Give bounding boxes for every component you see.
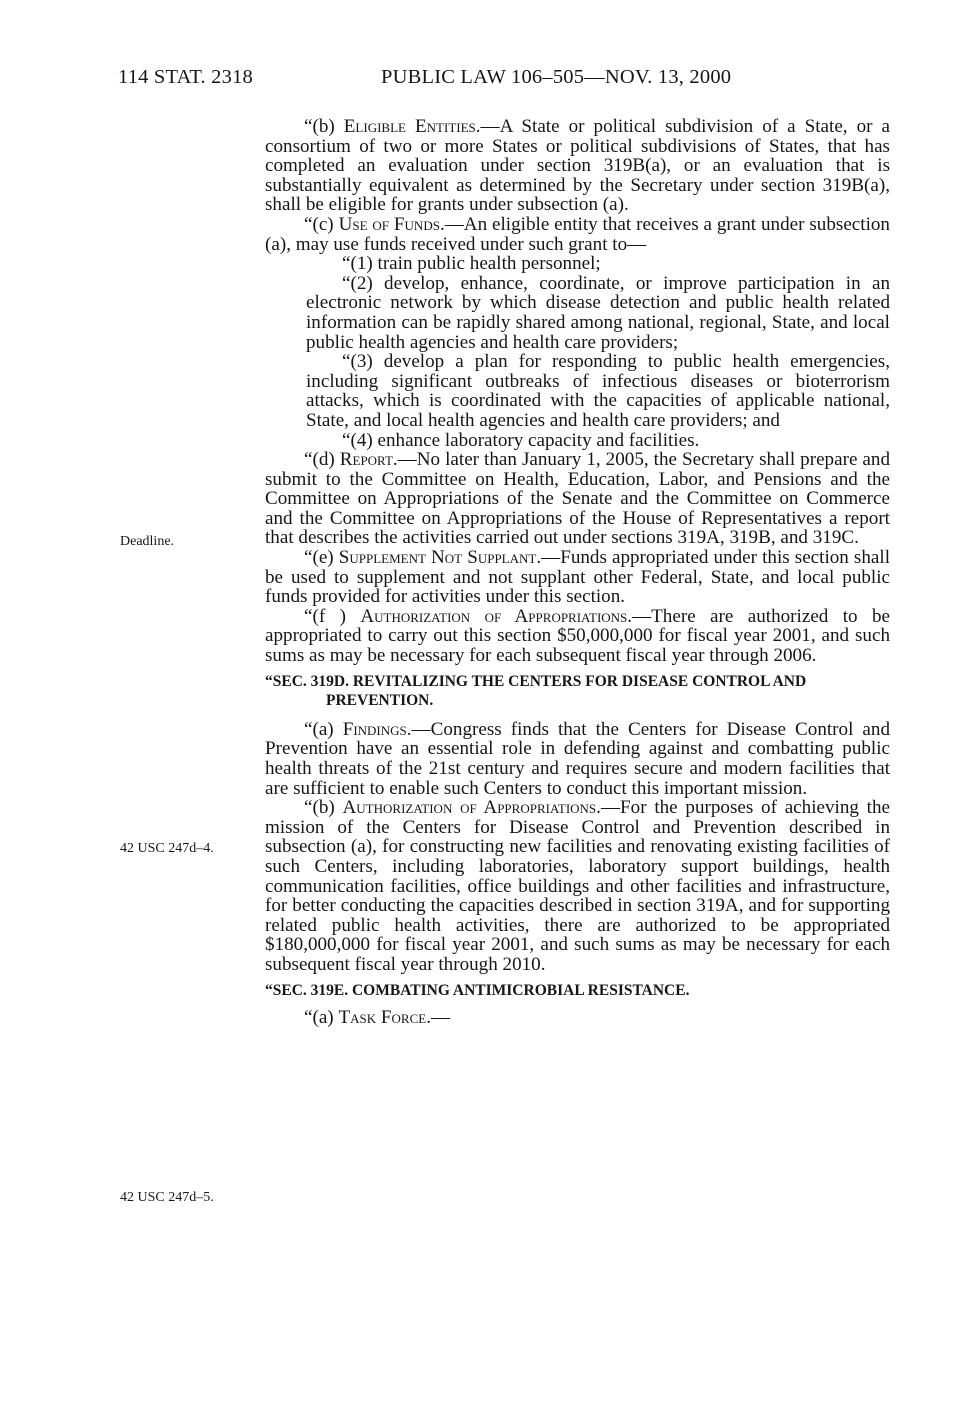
body-text-column: [265, 117, 890, 1028]
subsection-d-report: “(d) Report.—No later than January 1, 2005, the Secretary shall prepare and submit to the Committee on Health, Education, Labor, and Pensions and the Committee on Appropriations of the Senate and the Committee on Commerce and the Committee on Appropriations of the House of Representatives a report that describes the activities carried out under sections 319A, 319B, and 319C.: [265, 449, 891, 549]
subsection-f-authorization: “(f ) Authorization of Appropriations.—There are authorized to be appropriated to carry out this section $50,000,000 for fiscal year 2001, and such sums as may be necessary for each subsequent fiscal year through 2006.: [265, 605, 890, 667]
section-319e-subsection-a-task-force: “(a) Task Force.—: [304, 1007, 451, 1029]
margin-note-deadline: Deadline.: [120, 534, 175, 549]
section-319d-heading-continued: PREVENTION.: [326, 692, 434, 710]
subsection-b-eligible-entities: “(b) Eligible Entities.—A State or political subdivision of a State, or a consortium of two or more States or political subdivisions of States, that has completed an evaluation under section 319B(a), or an evaluation that is substantially equivalent as determined by the Secretary under section 319B(a), shall be eligible for grants under subsection (a).: [265, 116, 890, 216]
subsection-c-use-of-funds: “(c) Use of Funds.—An eligible entity that receives a grant under subsection (a), may use funds received under such grant to—: [265, 213, 890, 255]
margin-note-usc-247d-4: 42 USC 247d–4.: [120, 841, 214, 856]
section-319e-heading: “SEC. 319E. COMBATING ANTIMICROBIAL RESISTANCE.: [265, 981, 690, 999]
margin-note-usc-247d-5: 42 USC 247d–5.: [120, 1190, 214, 1205]
section-319d-heading: “SEC. 319D. REVITALIZING THE CENTERS FOR DISEASE CONTROL AND: [265, 672, 807, 690]
page-stat-reference: 114 STAT. 2318: [118, 66, 253, 88]
paragraph-1: “(1) train public health personnel;: [342, 253, 601, 275]
public-law-header: PUBLIC LAW 106–505—NOV. 13, 2000: [381, 66, 732, 88]
paragraph-4: “(4) enhance laboratory capacity and facilities.: [342, 429, 700, 451]
paragraph-2: “(2) develop, enhance, coordinate, or improve participation in an electronic network by which disease detection and public health related information can be rapidly shared among national, regional, State, and local public health agencies and health care providers;: [306, 272, 890, 353]
paragraph-3: “(3) develop a plan for responding to public health emergencies, including significant outbreaks of infectious diseases or bioterrorism attacks, which is coordinated with the capacities of applicable national, State, and local health agencies and health care providers; and: [306, 351, 890, 431]
subsection-e-supplement-not-supplant: “(e) Supplement Not Supplant.—Funds appropriated under this section shall be used to supplement and not supplant other Federal, State, and local public funds provided for activities under this section.: [265, 547, 890, 608]
section-319d-subsection-b-authorization: “(b) Authorization of Appropriations.—For the purposes of achieving the mission of the Centers for Disease Control and Prevention described in subsection (a), for constructing new facilities and renovating existing facilities of such Centers, including laboratories, laboratory support buildings, health communication facilities, office buildings and other facilities and infrastructure, for better conducting the capacities described in section 319A, and for supporting related public health activities, there are authorized to be appropriated $180,000,000 for fiscal year 2001, and such sums as may be necessary for each subsequent fiscal year through 2010.: [265, 797, 891, 975]
section-319d-subsection-a-findings: “(a) Findings.—Congress finds that the Centers for Disease Control and Prevention have an essential role in defending against and combatting public health threats of the 21st century and requires secure and modern facilities that are sufficient to enable such Centers to conduct this important mission.: [265, 718, 890, 799]
